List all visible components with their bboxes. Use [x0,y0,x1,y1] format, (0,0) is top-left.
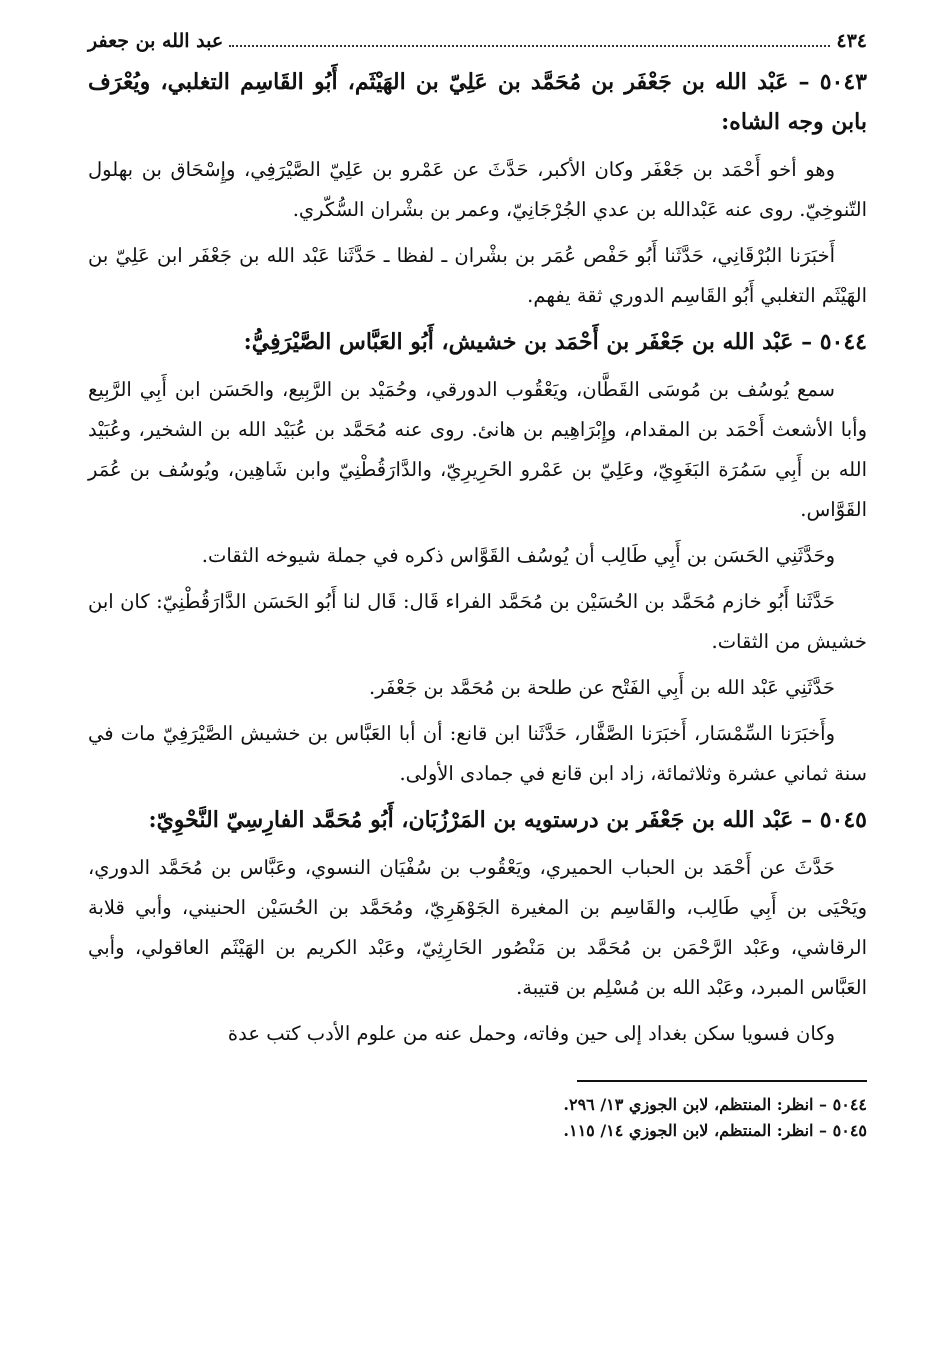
entry-heading: ٥٠٤٤ – عَبْد الله بن جَعْفَر بن أَحْمَد بن خشيش، أَبُو العَبَّاس الصَّيْرَفِيُّ: [243,329,867,355]
entry-paragraph: وحَدَّثَنِي الحَسَن بن أَبِي طَالِب أن يُوسُف القَوَّاس ذكره في جملة شيوخه الثقات. [201,544,835,567]
footnote: ٥٠٤٤ – انظر: المنتظم، لابن الجوزي ١٣/ ٢٩٦. [563,1095,867,1114]
entry-paragraph: وهو أخو أَحْمَد بن جَعْفَر وكان الأكبر، حَدَّثَ عن عَمْرو بن عَلِيّ الصَّيْرَفِي، وإِسْحَاق بن بهلول التّنوخِيّ. روى عنه عَبْدالله بن عدي الجُرْجَانِيّ، وعمر بن بشْران السُّكّري. [88,158,867,221]
entry-5045 [88,800,867,1054]
entry-paragraph: حَدَّثَ عن أَحْمَد بن الحباب الحميري، ويَعْقُوب بن سُفْيَان النسوي، وعَبَّاس بن مُحَمَّد الدوري، ويَحْيَى بن أَبِي طَالِب، والقَاسِم بن المغيرة الجَوْهَرِيّ، ومُحَمَّد بن الحُسَيْن الحنيني، وأبي قلابة الرقاشي، وعَبْد الرَّحْمَن بن مُحَمَّد بن مَنْصُور الحَارِثِيّ، وعَبْد الكريم بن الهَيْثَم العاقولي، وأبي العَبَّاس المبرد، وعَبْد الله بن مُسْلِم بن قتيبة. [88,856,867,999]
entry-paragraph: أَخبَرَنا البُرْقَانِي، حَدَّثَنا أَبُو حَفْص عُمَر بن بشْران ـ لفظا ـ حَدَّثَنا عَبْد الله بن جَعْفَر ابن عَلِيّ بن الهَيْثَم التغلبي أَبُو القَاسِم الدوري ثقة يفهم. [88,244,867,307]
entry-paragraph: حَدَّثَنِي عَبْد الله بن أَبِي الفَتْح عن طلحة بن مُحَمَّد بن جَعْفَر. [369,676,835,699]
running-title: عبد الله بن جعفر [88,30,224,52]
entry-paragraph: سمع يُوسُف بن مُوسَى القَطَّان، ويَعْقُوب الدورقي، وحُمَيْد بن الرَّبِيع، والحَسَن ابن أَبِي الرَّبِيع وأبا الأشعث أَحْمَد بن المقدام، وإِبْرَاهِيم بن هانئ. روى عنه مُحَمَّد بن عُبَيْد الله بن الشخير، وعُبَيْد الله بن أَبِي سَمُرَة البَغَوِيّ، وعَلِيّ بن عَمْرو الحَرِيرِيّ، والدَّارَقُطْنِيّ وابن شَاهِين، ويُوسُف بن عُمَر القَوَّاس. [88,378,867,521]
footnotes [88,1092,867,1144]
footnote-divider [577,1080,867,1082]
footnote: ٥٠٤٥ – انظر: المنتظم، لابن الجوزي ١٤/ ١١٥. [563,1121,867,1140]
entry-paragraph: وكان فسويا سكن بغداد إلى حين وفاته، وحمل عنه من علوم الأدب كتب عدة [227,1022,835,1045]
running-header [88,30,867,60]
header-dot-leader [229,44,830,47]
entry-heading: ٥٠٤٥ – عَبْد الله بن جَعْفَر بن درستويه بن المَرْزُبَان، أَبُو مُحَمَّد الفارِسِيّ النَّحْوِيّ: [148,807,867,833]
entry-heading: ٥٠٤٣ – عَبْد الله بن جَعْفَر بن مُحَمَّد بن عَلِيّ بن الهَيْثَم، أَبُو القَاسِم التغلبي، ويُعْرَف بابن وجه الشاه: [88,69,867,135]
entry-5043 [88,62,867,316]
entry-paragraph: حَدَّثَنا أَبُو خازم مُحَمَّد بن الحُسَيْن بن مُحَمَّد الفراء قَال: قَال لنا أَبُو الحَسَن الدَّارَقُطْنِيّ: كان ابن خشيش من الثقات. [88,590,867,653]
entry-paragraph: وأَخبَرَنا السِّمْسَار، أَخبَرَنا الصَّفَّار، حَدَّثَنا ابن قانع: أن أبا العَبَّاس بن خشيش الصَّيْرَفِيّ مات في سنة ثماني عشرة وثلاثمائة، زاد ابن قانع في جمادى الأولى. [88,722,867,785]
page-number: ٤٣٤ [836,30,867,52]
entry-5044 [88,322,867,794]
